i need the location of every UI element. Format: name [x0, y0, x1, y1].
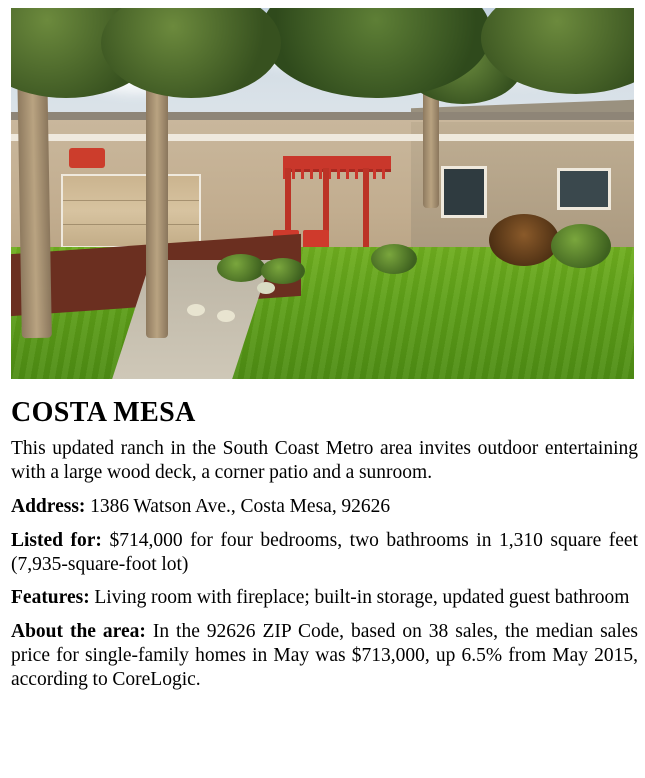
field-about-the-area-value: In the 92626 ZIP Code, based on 38 sales, the median sales price for single-family homes in May was $713,000, up 6.5% from May 2015, according to CoreLogic.	[11, 621, 638, 690]
pergola-beam	[283, 156, 391, 169]
roof-eave	[11, 134, 634, 141]
shrub	[489, 214, 559, 266]
lede-paragraph: This updated ranch in the South Coast Metro area invites outdoor entertaining with a large wood deck, a corner patio and a sunroom.	[11, 438, 638, 484]
shrub	[371, 244, 417, 274]
window	[441, 166, 487, 218]
field-listed-for-value: $714,000 for four bedrooms, two bathrooms in 1,310 square feet (7,935-square-foot lot)	[11, 529, 638, 575]
property-photo-illustration	[11, 8, 634, 379]
red-trim-accent	[69, 148, 105, 168]
field-about-the-area	[11, 620, 638, 691]
field-about-the-area-label: About the area:	[11, 621, 146, 643]
property-photo	[11, 8, 634, 379]
field-features	[11, 586, 638, 610]
shrub	[261, 258, 305, 284]
page-title: COSTA MESA	[11, 397, 196, 428]
field-features-label: Features:	[11, 587, 90, 609]
pergola-slats	[283, 169, 391, 179]
field-listed-for	[11, 529, 638, 577]
field-address-value: 1386 Watson Ave., Costa Mesa, 92626	[90, 495, 391, 517]
field-features-value: Living room with fireplace; built-in storage, updated guest bathroom	[94, 587, 630, 609]
flower-bed	[257, 282, 275, 294]
pergola-post	[363, 168, 369, 250]
field-address-label: Address:	[11, 495, 86, 517]
garage-door	[61, 174, 201, 248]
flower-bed	[187, 304, 205, 316]
shrub	[551, 224, 611, 268]
flower-bed	[217, 310, 235, 322]
shrub	[217, 254, 265, 282]
window	[557, 168, 611, 210]
listing-text	[11, 398, 638, 691]
field-address	[11, 495, 638, 519]
field-listed-for-label: Listed for:	[11, 529, 102, 551]
